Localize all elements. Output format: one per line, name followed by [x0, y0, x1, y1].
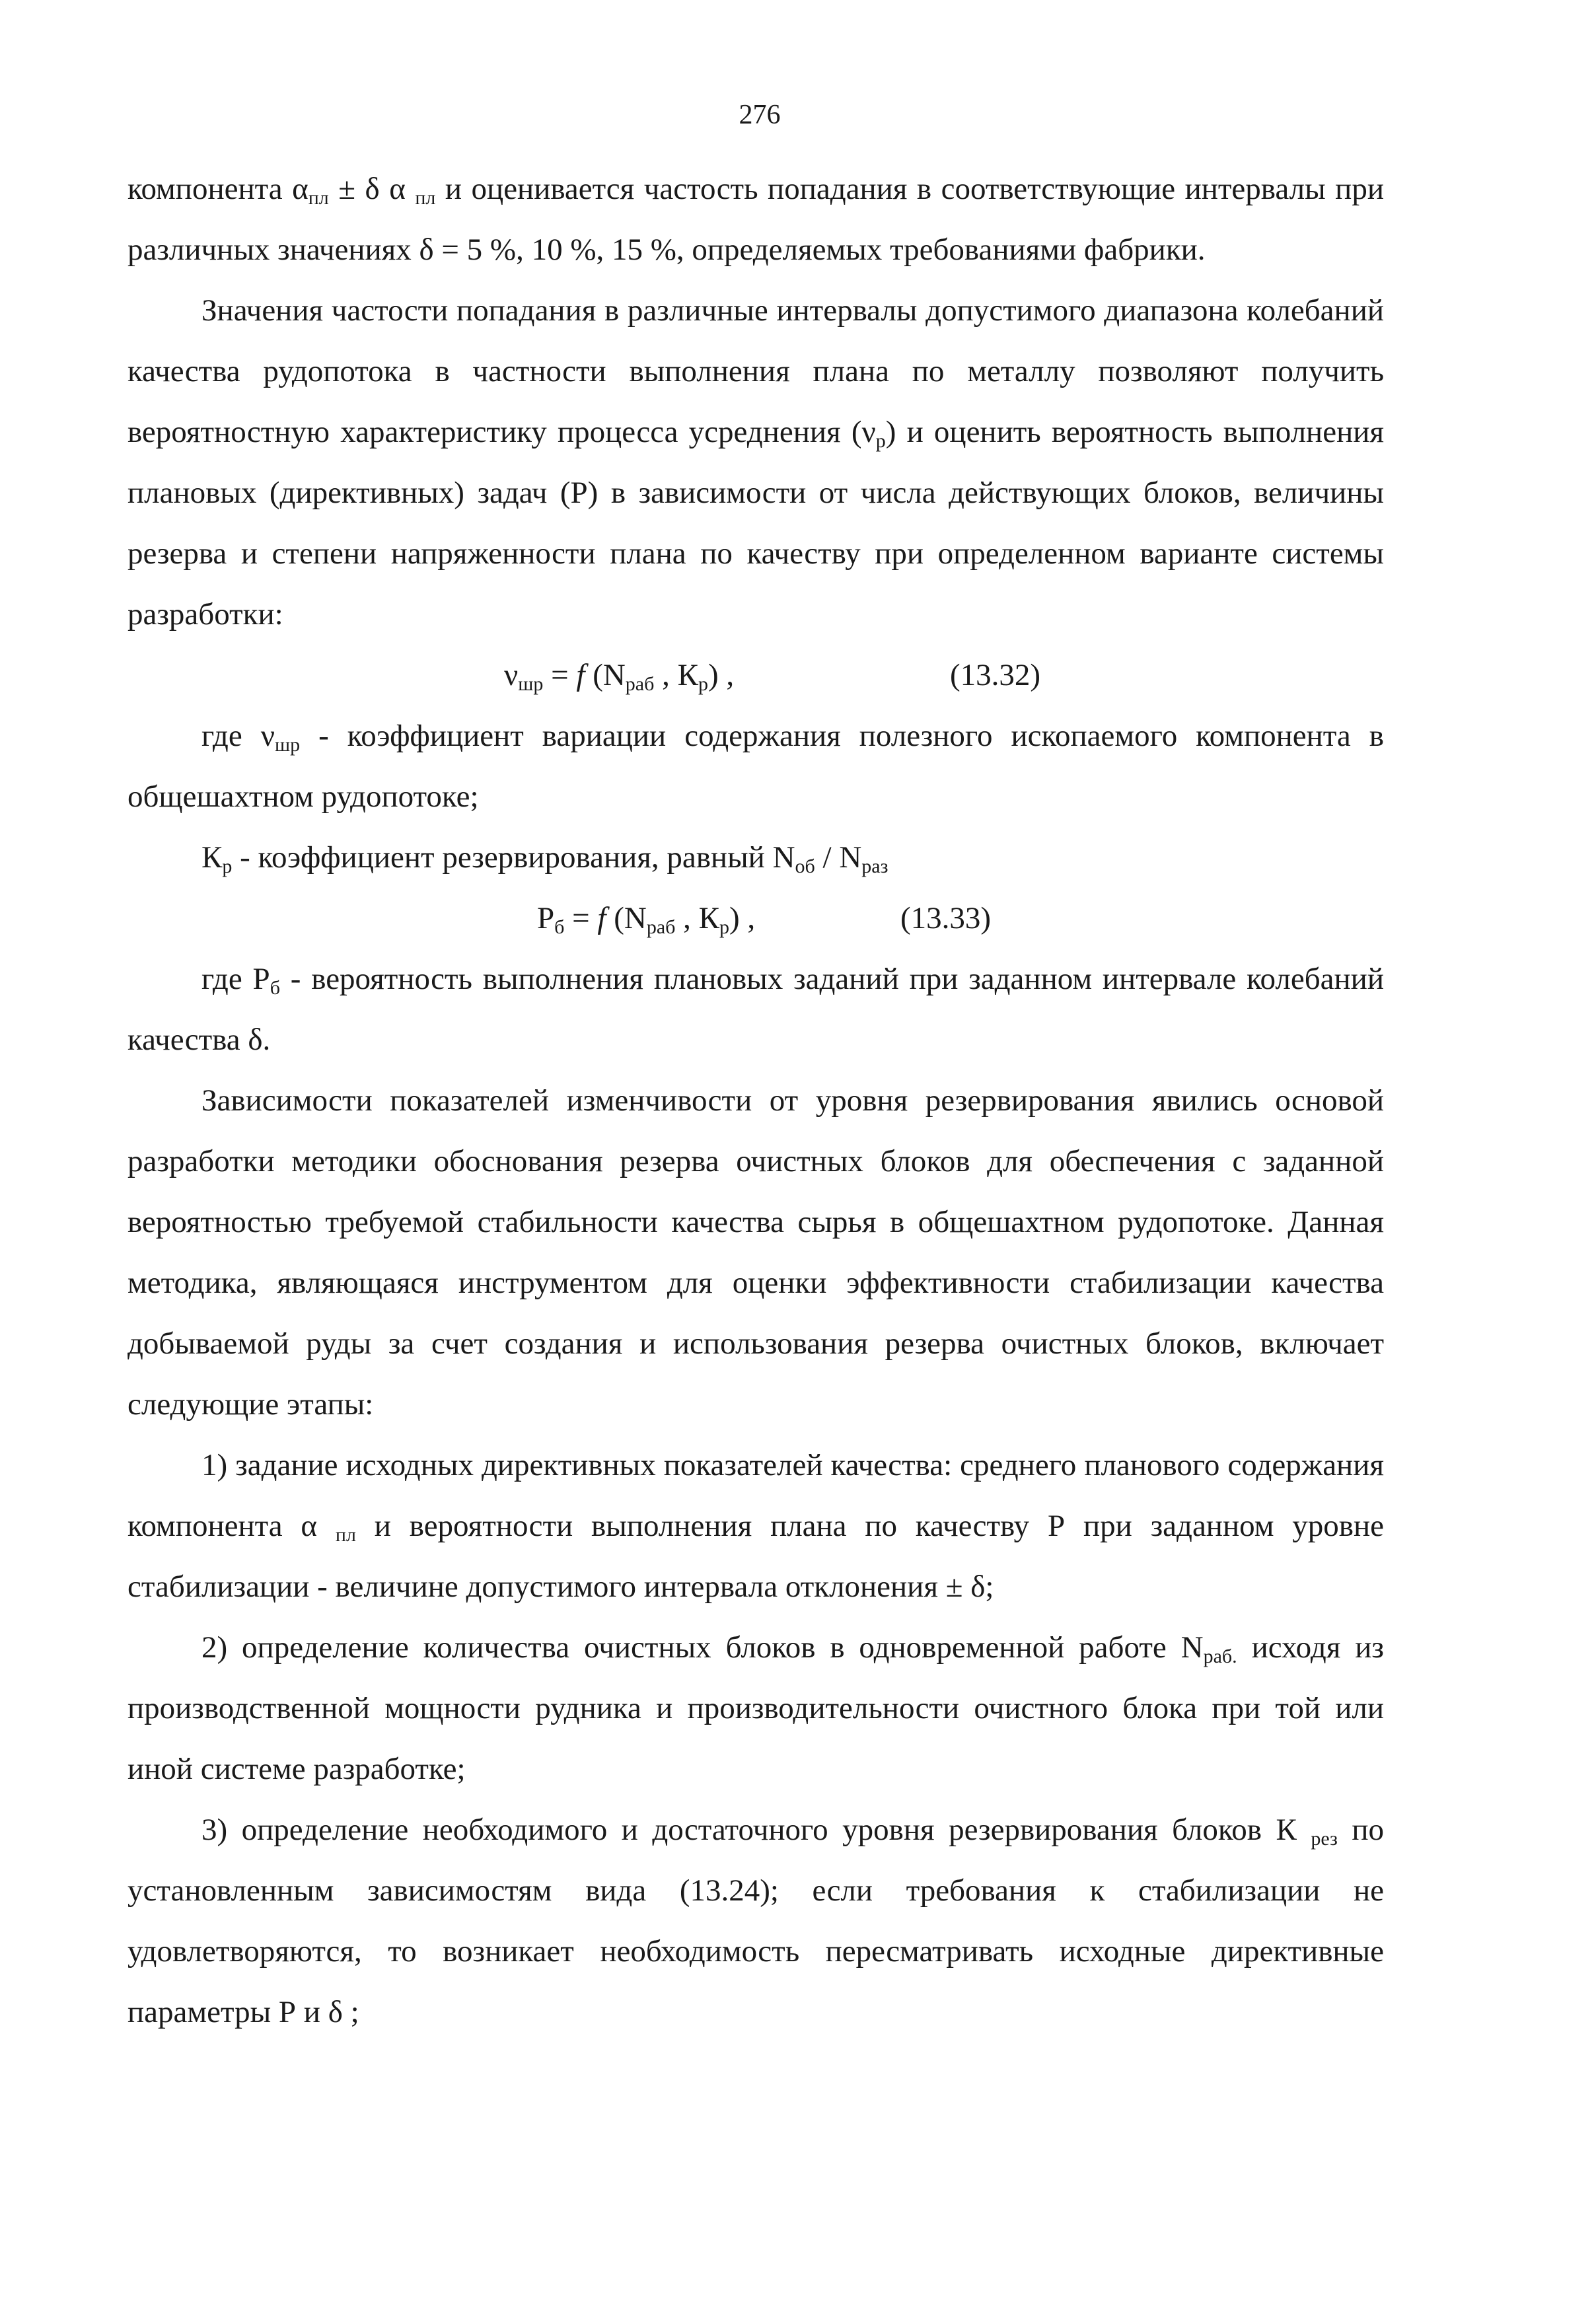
paragraph-5: где $Р_б$ - вероятность выполнения плановых заданий при заданном интервале колебаний качества δ. [127, 962, 1384, 1057]
paragraph-4: $К_р$ - коэффициент резервирования, равный $N_{об} / N_{раз}$ [201, 840, 889, 877]
formula-expression: $\nu_{шр} = f$ ($N_{раб}$ , $К_р$) , [504, 658, 735, 695]
formula-13-33 [127, 888, 1384, 949]
paragraph-3: где $\nu_{шр}$ - коэффициент вариации содержания полезного ископаемого компонента в общешахтном рудопотоке; [127, 719, 1384, 814]
formula-number: (13.33) [900, 901, 992, 935]
formula-number: (13.32) [950, 658, 1041, 692]
paragraph-2: Значения частости попадания в различные интервалы допустимого диапазона колебаний качества рудопотока в частности выполнения плана по металлу позволяют получить вероятностную характеристику процесса усреднения $(\nu_р)$ и оценить вероятность выполнения плановых (директивных) задач (Р) в зависимости от числа действующих блоков, величины резерва и степени напряженности плана по качеству при определенном варианте системы разработки: [127, 293, 1384, 632]
paragraph-6: Зависимости показателей изменчивости от уровня резервирования явились основой разработки методики обоснования резерва очистных блоков для обеспечения с заданной вероятностью требуемой стабильности качества сырья в общешахтном рудопотоке. Данная методика, являющаяся инструментом для оценки эффективности стабилизации качества добываемой руды за счет создания и использования резерва очистных блоков, включает следующие этапы: [127, 1083, 1384, 1422]
page-number: 276 [739, 100, 781, 130]
paragraph-1: компонента $\alpha_{пл} \pm \delta$ α $_{пл}$ и оценивается частость попадания в соответствующие интервалы при различных значениях δ = 5 %, 10 %, 15 %, определяемых требованиями фабрики. [127, 172, 1384, 267]
document-body [127, 159, 1384, 2042]
formula-13-32 [127, 645, 1384, 705]
formula-expression: $Р_б = f$ ($N_{раб}$ , $К_р$) , [537, 901, 756, 938]
paragraph-7: 1) задание исходных директивных показателей качества: среднего планового содержания компонента α $_{пл}$ и вероятности выполнения плана по качеству Р при заданном уровне стабилизации - величине допустимого интервала отклонения ± δ; [127, 1448, 1385, 1604]
paragraph-8: 2) определение количества очистных блоков в одновременной работе $N_{раб.}$ исходя из производственной мощности рудника и производительности очистного блока при той или иной системе разработке; [127, 1630, 1384, 1786]
paragraph-9: 3) определение необходимого и достаточного уровня резервирования блоков К $_{рез}$ по установленным зависимостям вида (13.24); если требования к стабилизации не удовлетворяются, то возникает необходимость пересматривать исходные директивные параметры Р и δ ; [127, 1813, 1385, 2029]
